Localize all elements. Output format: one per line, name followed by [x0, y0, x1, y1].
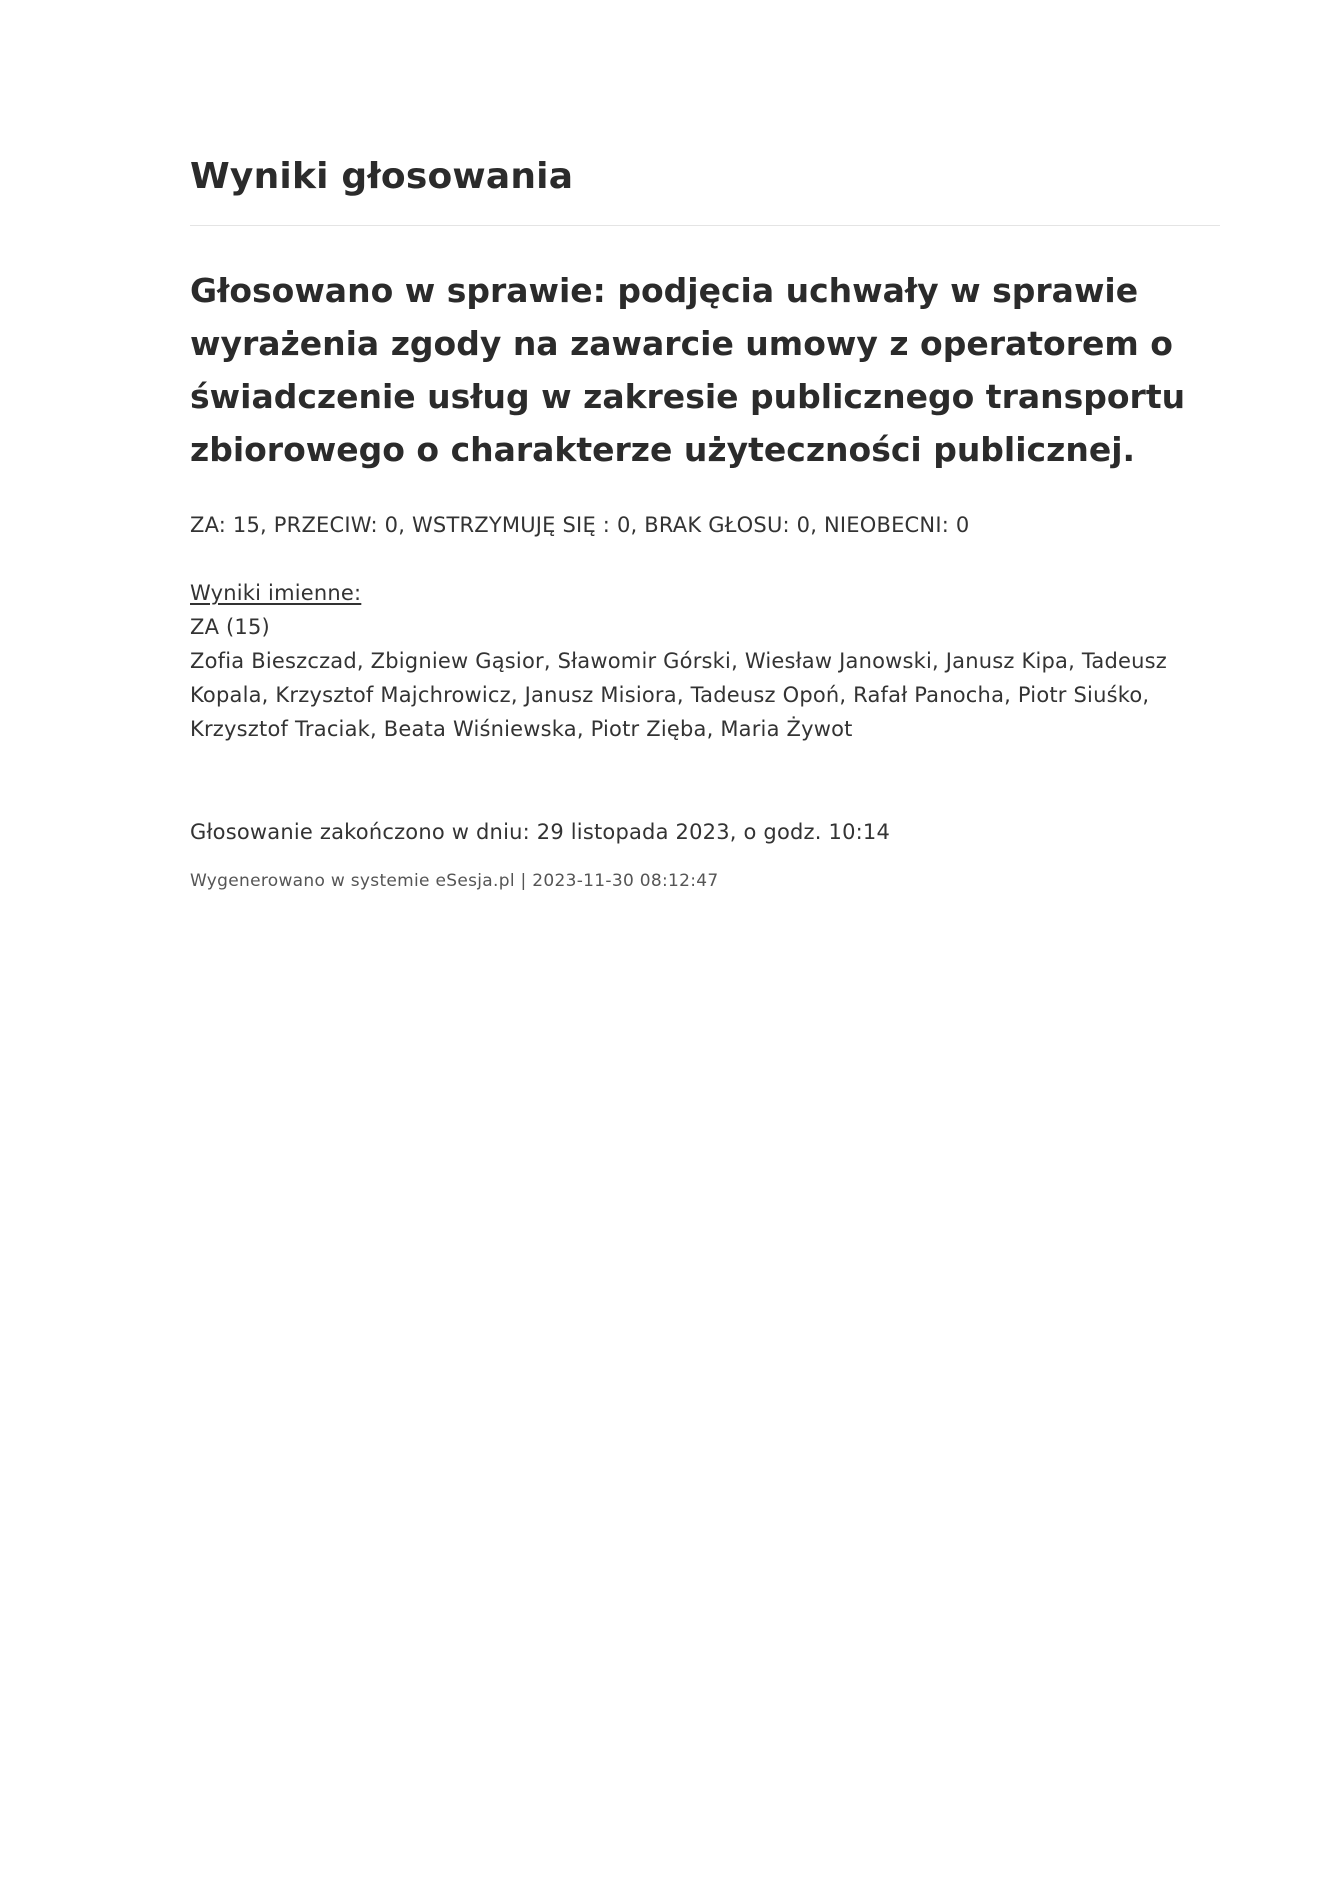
named-results: [190, 576, 1220, 746]
vote-ended-info: Głosowanie zakończono w dniu: 29 listopada 2023, o godz. 10:14: [190, 820, 891, 844]
page-title: Wyniki głosowania: [190, 156, 574, 197]
generated-footer: Wygenerowano w systemie eSesja.pl | 2023-11-30 08:12:47: [190, 871, 719, 891]
vote-group-names: Zofia Bieszczad, Zbigniew Gąsior, Sławomir Górski, Wiesław Janowski, Janusz Kipa, Tadeusz Kopala, Krzysztof Majchrowicz, Janusz Misiora, Tadeusz Opoń, Rafał Panocha, Piotr Siuśko, Krzysztof Traciak, Beata Wiśniewska, Piotr Zięba, Maria Żywot: [190, 649, 1168, 741]
named-results-heading: Wyniki imienne:: [190, 581, 362, 605]
vote-group-label: ZA (15): [190, 615, 270, 639]
vote-totals: ZA: 15, PRZECIW: 0, WSTRZYMUJĘ SIĘ : 0, BRAK GŁOSU: 0, NIEOBECNI: 0: [190, 513, 970, 537]
title-divider: [190, 225, 1220, 226]
document-body: [190, 150, 1220, 894]
vote-subject: Głosowano w sprawie: podjęcia uchwały w sprawie wyrażenia zgody na zawarcie umowy z operatorem o świadczenie usług w zakresie publicznego transportu zbiorowego o charakterze użyteczności publicznej.: [190, 271, 1186, 469]
